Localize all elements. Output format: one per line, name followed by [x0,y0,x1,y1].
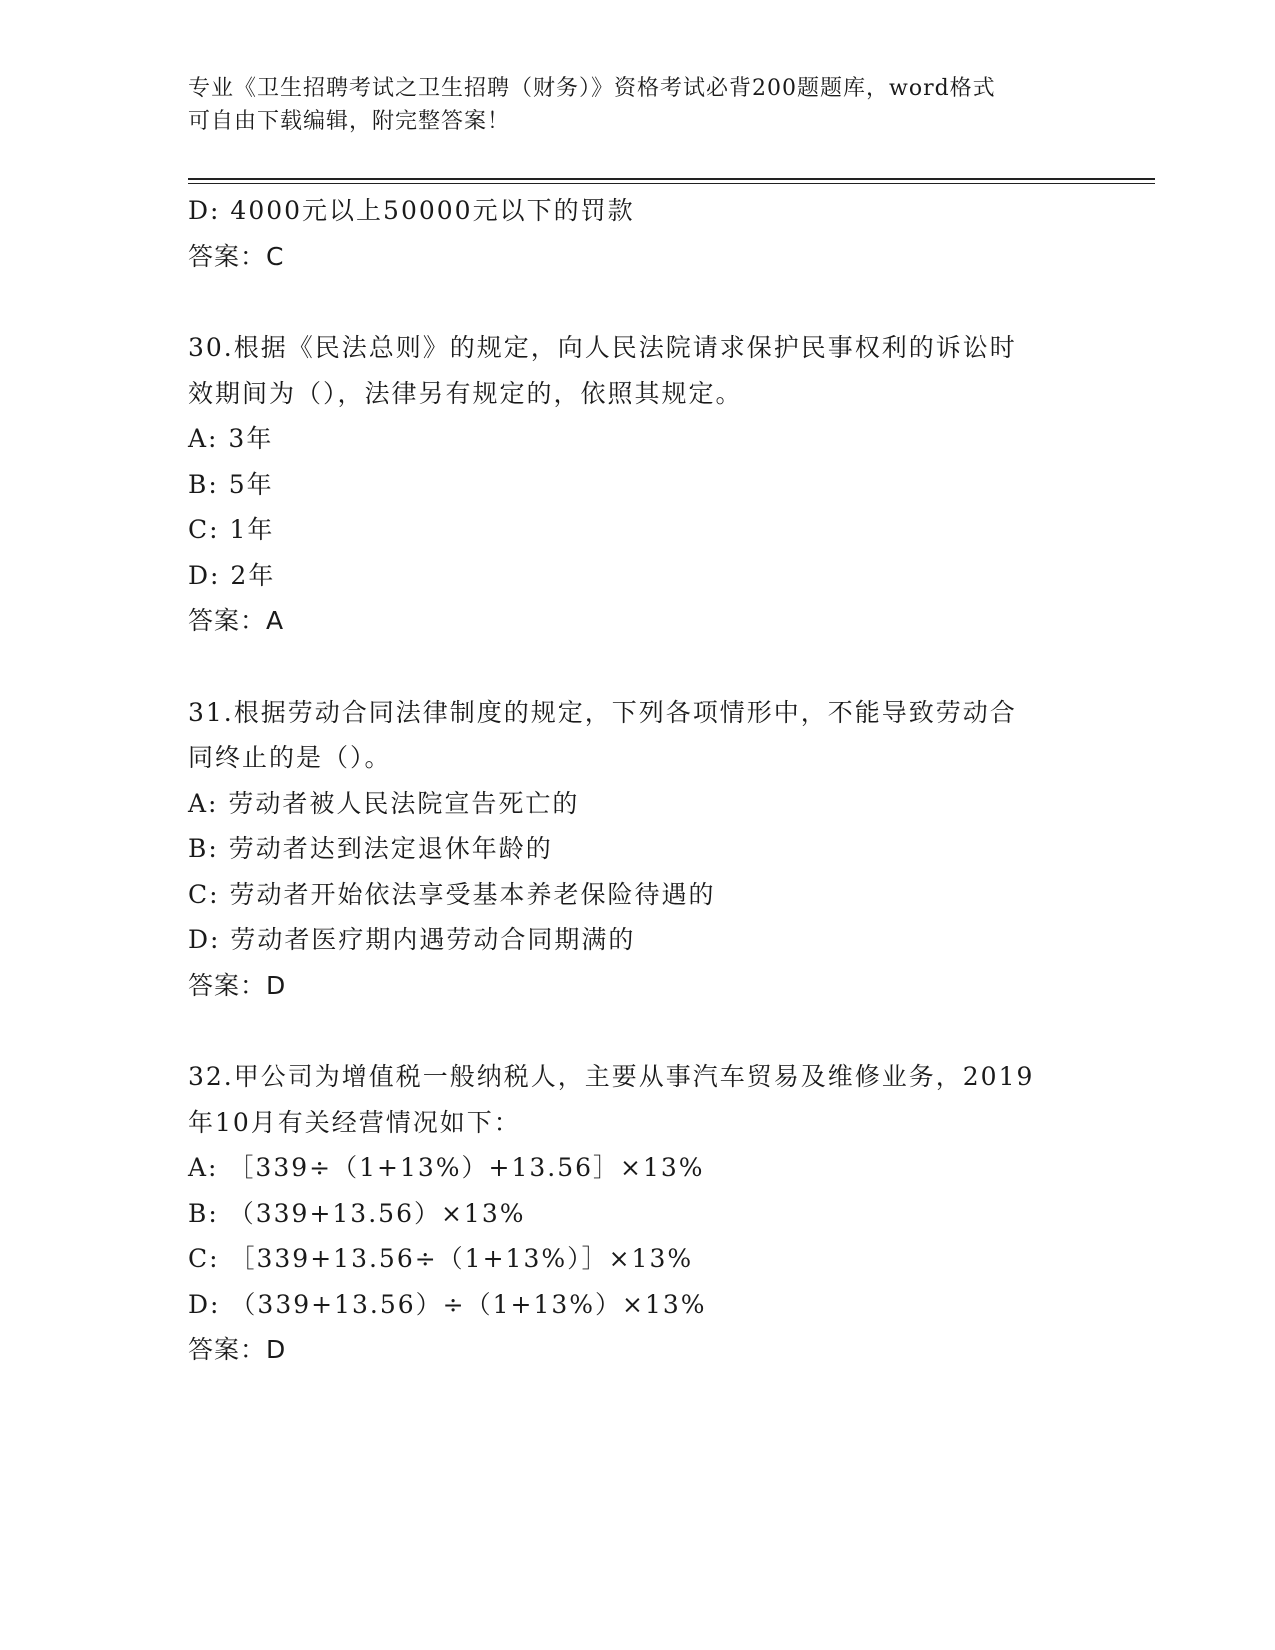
option-d: D: 劳动者医疗期内遇劳动合同期满的 [188,925,636,954]
header-line-2: 可自由下载编辑，附完整答案！ [188,109,511,134]
question-stem-line-2: 年10月有关经营情况如下： [188,1107,521,1137]
document-header [188,72,1088,138]
option-c: C: 劳动者开始依法享受基本养老保险待遇的 [188,879,716,909]
option-d: D: 2年 [188,560,276,590]
option-d: D: （339+13.56）÷（1+13%）×13% [188,1289,707,1319]
header-divider-thin [188,183,1155,184]
answer-line: 答案：C [188,241,285,271]
page-content [188,188,1088,1373]
answer-line: 答案：D [188,970,287,1000]
question-stem-line-1: 30.根据《民法总则》的规定，向人民法院请求保护民事权利的诉讼时 [188,333,1017,362]
option-a: A: 3年 [188,424,274,453]
option-b: B: 5年 [188,469,274,499]
option-b: B: （339+13.56）×13% [188,1198,526,1228]
option-d: D: 4000元以上50000元以下的罚款 [188,196,635,225]
option-c: C: 1年 [188,515,275,544]
answer-line: 答案：A [188,606,285,635]
question-stem-line-1: 31.根据劳动合同法律制度的规定，下列各项情形中，不能导致劳动合 [188,697,1017,727]
question-stem-line-2: 效期间为（），法律另有规定的，依照其规定。 [188,378,743,408]
carryover-question [188,188,1088,279]
question-stem-line-2: 同终止的是（）。 [188,743,392,772]
header-line-1: 专业《卫生招聘考试之卫生招聘（财务）》资格考试必背200题题库，word格式 [188,76,996,101]
question-32 [188,1054,1088,1373]
question-30 [188,325,1088,644]
question-stem-line-1: 32.甲公司为增值税一般纳税人，主要从事汽车贸易及维修业务，2019 [188,1062,1035,1091]
option-a: A: 劳动者被人民法院宣告死亡的 [188,788,580,818]
question-31 [188,690,1088,1009]
option-c: C: ［339+13.56÷（1+13%）］×13% [188,1244,694,1273]
option-a: A: ［339÷（1+13%）+13.56］×13% [188,1153,705,1182]
option-b: B: 劳动者达到法定退休年龄的 [188,834,553,863]
answer-line: 答案：D [188,1335,287,1364]
header-divider-thick [188,178,1155,180]
